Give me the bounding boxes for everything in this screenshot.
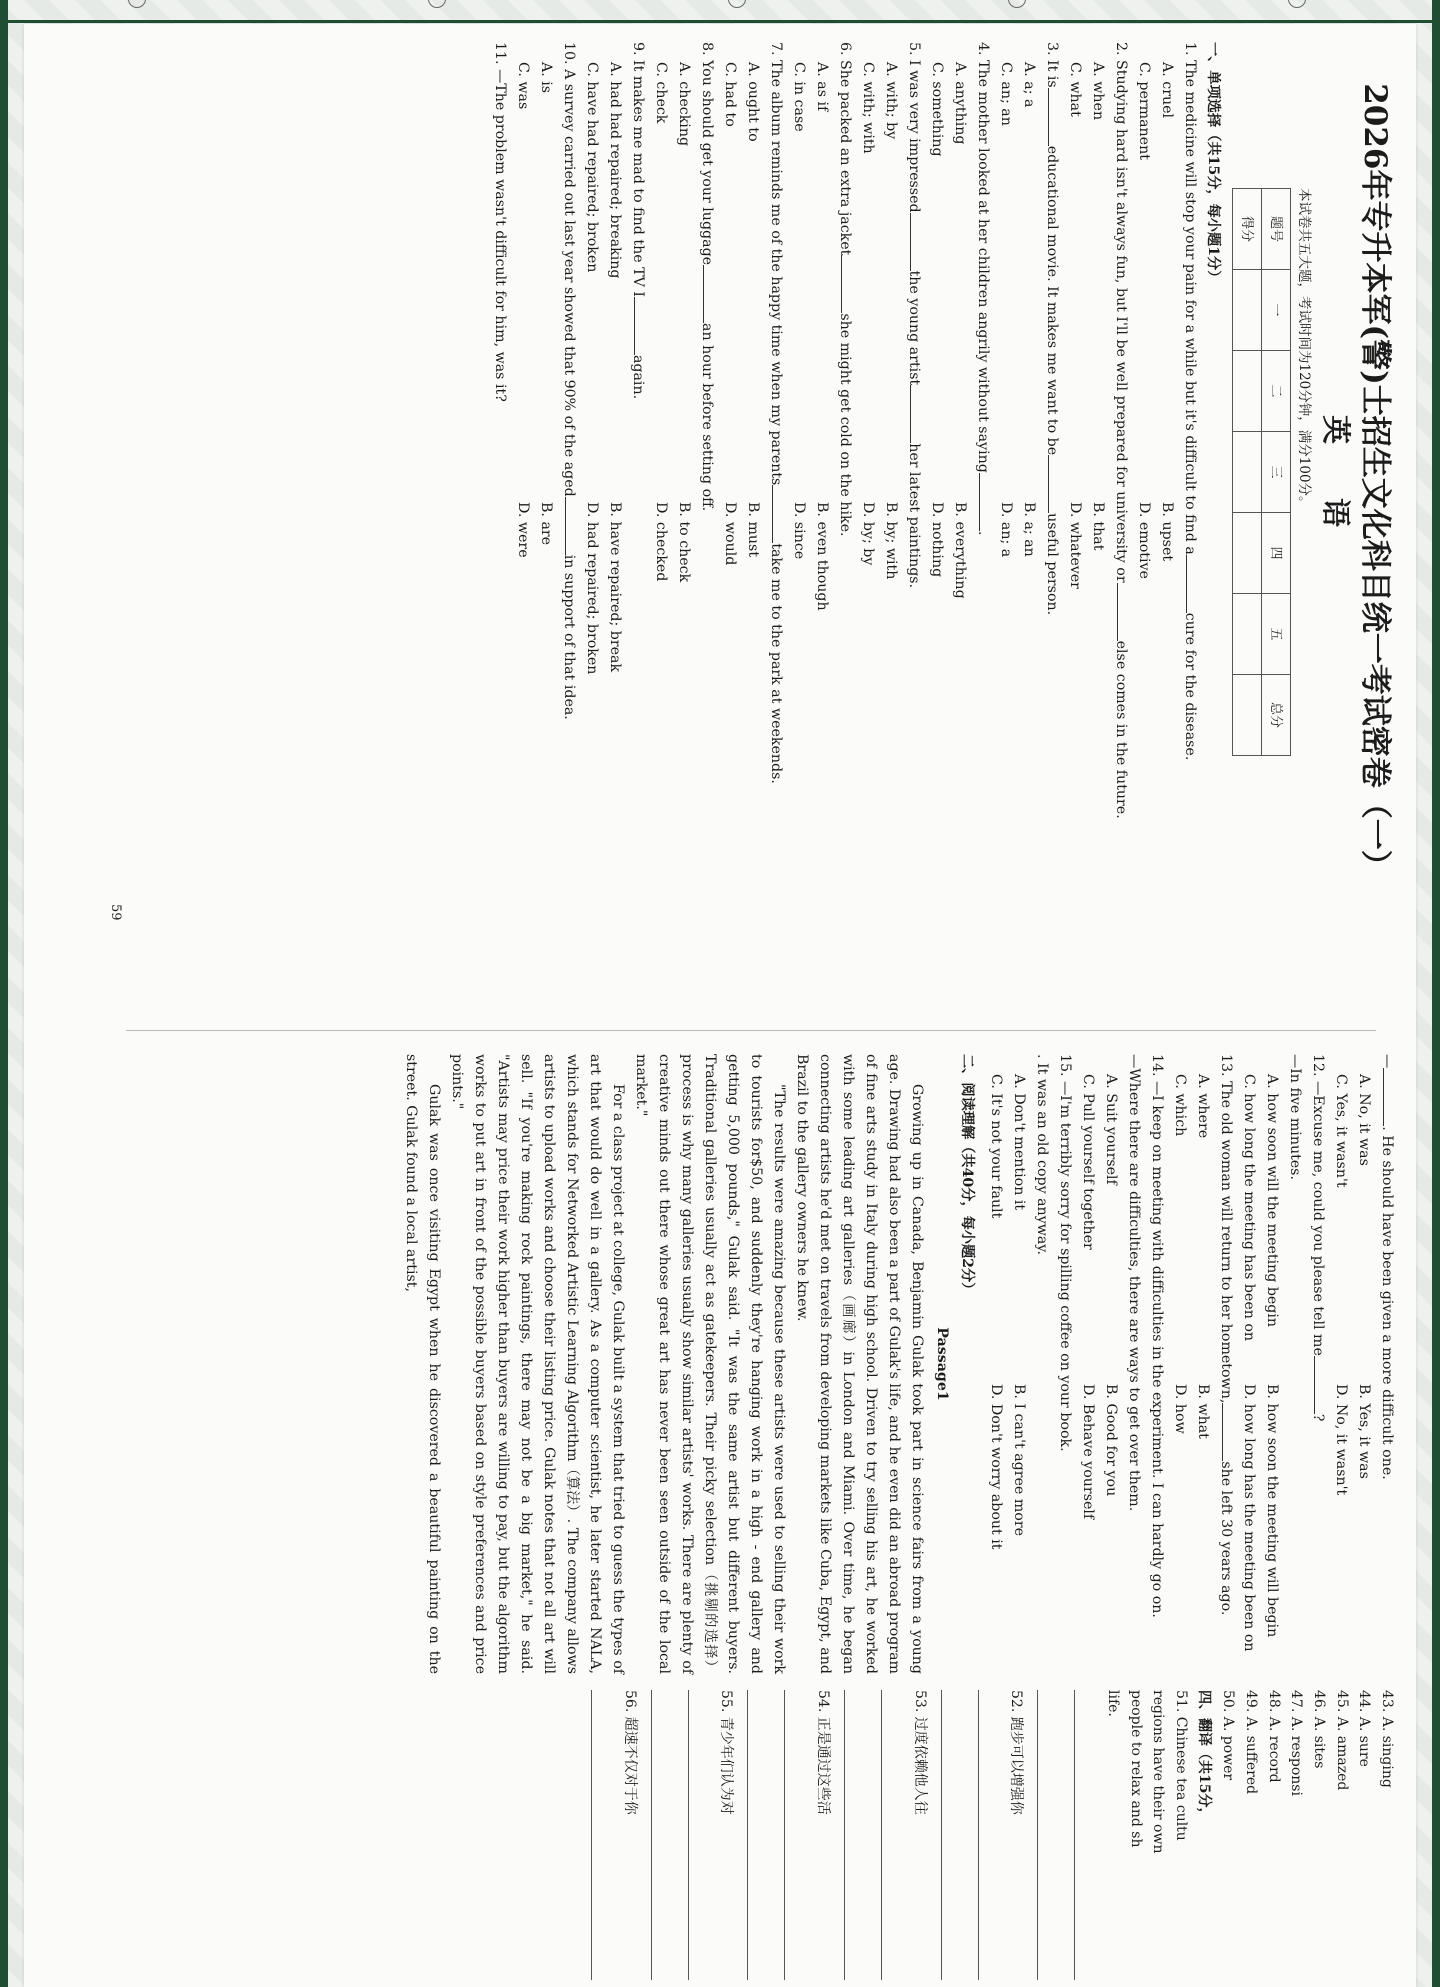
question-stem: 8. You should get your luggagean hour before setting off. bbox=[698, 42, 715, 512]
answer-option[interactable]: C. an; an bbox=[997, 62, 1014, 126]
answer-option[interactable]: D. Behave yourself bbox=[1080, 1384, 1096, 1520]
option-row bbox=[1352, 1054, 1375, 1674]
option-row bbox=[511, 42, 534, 922]
answer-line[interactable] bbox=[747, 1690, 774, 1980]
answer-blank[interactable] bbox=[1186, 555, 1199, 613]
answer-option[interactable]: B. that bbox=[1089, 502, 1106, 551]
option-row bbox=[1076, 1054, 1099, 1674]
page-number: 59 bbox=[108, 904, 123, 921]
question-stem: 15. —I'm terribly sorry for spilling coffee on your book. bbox=[1057, 1054, 1073, 1452]
answer-line[interactable] bbox=[784, 1690, 811, 1980]
answer-option[interactable]: A. where bbox=[1195, 1074, 1211, 1139]
section1-questions bbox=[488, 42, 1201, 922]
answer-option[interactable]: D. how long has the meeting been on bbox=[1241, 1384, 1257, 1652]
answer-blank[interactable] bbox=[1048, 88, 1061, 146]
answer-option[interactable]: D. since bbox=[790, 502, 807, 560]
answer-line[interactable] bbox=[688, 1690, 715, 1980]
option-row bbox=[1007, 1054, 1030, 1674]
option-row bbox=[879, 42, 902, 922]
answer-option: 46. A. sites bbox=[1310, 1690, 1327, 1769]
answer-line[interactable] bbox=[978, 1690, 1005, 1980]
option-row bbox=[534, 42, 557, 922]
answer-option[interactable]: A. when bbox=[1089, 62, 1106, 121]
answer-option[interactable]: A. is bbox=[537, 62, 554, 94]
question-51-line2: regions have their own bbox=[1150, 1690, 1167, 1854]
question-item bbox=[1237, 1054, 1329, 1674]
option-row bbox=[1260, 1054, 1283, 1674]
answer-option[interactable]: C. what bbox=[1066, 62, 1083, 117]
question-52: 52. 跑步可以增强你 bbox=[1008, 1690, 1025, 1815]
answer-option[interactable]: C. Yes, it wasn't bbox=[1333, 1074, 1349, 1188]
answer-blank[interactable] bbox=[979, 473, 992, 531]
option-row bbox=[718, 42, 741, 922]
answer-blank[interactable] bbox=[634, 297, 647, 355]
answer-option[interactable]: A. with; by bbox=[882, 62, 899, 140]
option-row bbox=[984, 1054, 1007, 1674]
answer-option[interactable]: C. It's not your fault bbox=[988, 1074, 1004, 1219]
answer-option[interactable]: A. anything bbox=[951, 62, 968, 145]
option-row bbox=[787, 42, 810, 922]
answer-option[interactable]: D. No, it wasn't bbox=[1333, 1384, 1349, 1496]
answer-option: 43. A. singing bbox=[1379, 1690, 1395, 1788]
answer-option[interactable]: A. No, it was bbox=[1356, 1074, 1372, 1166]
right-border-band bbox=[1432, 0, 1440, 1987]
question-item bbox=[649, 42, 718, 922]
answer-blank[interactable] bbox=[1383, 1068, 1396, 1126]
question-item bbox=[1329, 1054, 1398, 1674]
question-53: 53. 过度依赖他人往 bbox=[911, 1690, 928, 1815]
option-row bbox=[1329, 1054, 1352, 1674]
section4-heading: 四、翻译（共15分， bbox=[1195, 1690, 1212, 1822]
option-row bbox=[1099, 1054, 1122, 1674]
answer-option[interactable]: C. Pull yourself together bbox=[1080, 1074, 1096, 1250]
answer-option: 45. A. amazed bbox=[1333, 1690, 1350, 1791]
answer-option[interactable]: A. cruel bbox=[1158, 62, 1175, 119]
rotated-spread bbox=[24, 24, 1416, 1987]
answer-blank[interactable] bbox=[1314, 1356, 1327, 1414]
answer-blank[interactable] bbox=[565, 497, 578, 555]
answer-option[interactable]: A. a; a bbox=[1020, 62, 1037, 108]
question-item bbox=[511, 42, 580, 922]
answer-blank[interactable] bbox=[1117, 583, 1130, 641]
answer-blank[interactable] bbox=[772, 485, 785, 543]
option-row bbox=[580, 42, 603, 922]
passage-paragraph: For a class project at college, Gulak built a system that tried to guess the types of art that would do well in a gallery. As a computer scientist, he later started NALA, which stands for Networked Artistic Learning Algorithm（算法）. The company allows artists to upload works and choose their listing price. Gulak notes that not all art will sell. "If you're making rock paintings, there may not be a big market," he said. "Artists may price their work higher than buyers are willing to pay, but the algorithm works to put art in front of the possible buyers based on style preferences and price points." bbox=[449, 1054, 626, 1674]
question-stem: 14. —I keep on meeting with difficulties in the experiment. I can hardly go on. bbox=[1149, 1054, 1165, 1618]
option-row bbox=[856, 42, 879, 922]
answer-option: 44. A. sure bbox=[1356, 1690, 1373, 1767]
answer-option[interactable]: D. nothing bbox=[928, 502, 945, 578]
passage-paragraph: "The results were amazing because these artists were used to selling their work to tourists for$50, and suddenly they're hanging work in a high - end gallery and getting 5,000 pounds," Gulak said. "It was the same artist but different buyers. Traditional galleries usually act as gatekeepers. Their picky selection（挑剔的选择）process is why many galleries usually show similar artists' works. There are plenty of creative minds out there whose great art has never been seen outside of the local market." bbox=[633, 1054, 787, 1674]
answer-option[interactable]: B. everything bbox=[951, 502, 968, 599]
answer-option[interactable]: B. by; with bbox=[882, 502, 899, 580]
answer-option: 50. A. power bbox=[1220, 1690, 1237, 1781]
answer-option[interactable]: A. Don't mention it bbox=[1011, 1074, 1027, 1211]
question-item bbox=[856, 42, 925, 922]
exam-paper bbox=[24, 24, 1416, 1987]
answer-option: 48. A. record bbox=[1265, 1690, 1282, 1783]
option-row bbox=[741, 42, 764, 922]
answer-option[interactable]: D. how bbox=[1172, 1384, 1188, 1434]
right-questions bbox=[984, 1054, 1398, 1674]
question-item bbox=[580, 42, 649, 922]
option-row bbox=[925, 42, 948, 922]
question-stem: 13. The old woman will return to her hometown,she left 30 years ago. bbox=[1218, 1054, 1234, 1616]
section2-heading: 二、阅读理解（共40分，每小题2分） bbox=[959, 1054, 975, 1297]
top-border-rule bbox=[8, 20, 1432, 23]
answer-option: 47. A. responsi bbox=[1288, 1690, 1305, 1796]
answer-line[interactable] bbox=[591, 1690, 618, 1980]
option-row bbox=[1237, 1054, 1260, 1674]
option-row bbox=[1191, 1054, 1214, 1674]
answer-option[interactable]: C. check bbox=[652, 62, 669, 124]
answer-option[interactable]: D. had repaired; broken bbox=[583, 502, 600, 675]
question-reply: . It was an old copy anyway. bbox=[1034, 1054, 1050, 1255]
answer-option[interactable]: C. something bbox=[928, 62, 945, 157]
answer-option[interactable]: C. had to bbox=[721, 62, 738, 127]
question-item bbox=[718, 42, 787, 922]
question-item bbox=[1076, 1054, 1168, 1674]
answer-option[interactable]: D. an; a bbox=[997, 502, 1014, 558]
left-page bbox=[488, 42, 1398, 922]
answer-option: 49. A. suffered bbox=[1242, 1690, 1259, 1795]
question-item bbox=[994, 42, 1063, 922]
answer-option[interactable]: B. have repaired; break bbox=[606, 502, 623, 673]
question-reply: —In five minutes. bbox=[1287, 1054, 1303, 1180]
option-row bbox=[1063, 42, 1086, 922]
answer-option[interactable]: C. was bbox=[514, 62, 531, 110]
answer-option[interactable]: B. must bbox=[744, 502, 761, 558]
exam-note: 本试卷共五大题，考试时间为120分钟，满分100分。 bbox=[1296, 188, 1313, 510]
answer-option[interactable]: A. ought to bbox=[744, 62, 761, 142]
answer-option[interactable]: B. to check bbox=[675, 502, 692, 583]
answer-option[interactable]: A. Suit yourself bbox=[1103, 1074, 1119, 1185]
answer-option[interactable]: C. have had repaired; broken bbox=[583, 62, 600, 273]
answer-option[interactable]: C. permanent bbox=[1135, 62, 1152, 160]
answer-option[interactable]: B. even though bbox=[813, 502, 830, 611]
answer-option[interactable]: D. checked bbox=[652, 502, 669, 582]
answer-option[interactable]: D. Don't worry about it bbox=[988, 1384, 1004, 1550]
answer-blank[interactable] bbox=[1222, 1403, 1235, 1461]
option-row bbox=[672, 42, 695, 922]
right-main-column bbox=[399, 1054, 1398, 1674]
answer-option[interactable]: B. a; an bbox=[1020, 502, 1037, 557]
answer-option[interactable]: C. in case bbox=[790, 62, 807, 132]
answer-option[interactable]: B. upset bbox=[1158, 502, 1175, 562]
answer-option[interactable]: B. I can't agree more bbox=[1011, 1384, 1027, 1537]
answer-option[interactable]: B. Yes, it was bbox=[1356, 1384, 1372, 1479]
question-stem: 2. Studying hard isn't always fun, but I'll be well prepared for university orelse comes in the future. bbox=[1112, 42, 1129, 819]
left-border-band bbox=[0, 0, 8, 1987]
answer-line[interactable] bbox=[844, 1690, 871, 1980]
answer-option[interactable]: C. which bbox=[1172, 1074, 1188, 1137]
question-item bbox=[1132, 42, 1201, 922]
answer-blank[interactable] bbox=[910, 213, 923, 271]
answer-blank[interactable] bbox=[1048, 455, 1061, 513]
score-table-score-row: 得分 bbox=[1232, 189, 1261, 756]
answer-option[interactable]: D. were bbox=[514, 502, 531, 558]
answer-option[interactable]: A. how soon will the meeting begin bbox=[1264, 1074, 1280, 1328]
option-row bbox=[649, 42, 672, 922]
question-56: 56. 超速不仅对于你 bbox=[621, 1690, 638, 1815]
answer-option[interactable]: D. whatever bbox=[1066, 502, 1083, 589]
option-row bbox=[1086, 42, 1109, 922]
question-stem: 7. The album reminds me of the happy time when my parentstake me to the park at weekends. bbox=[767, 42, 784, 784]
passage-paragraph: Growing up in Canada, Benjamin Gulak took part in science fairs from a young age. Drawing had also been a part of Gulak's life, and he even did an abroad program of fine arts study in Italy during high school. Driven to try selling his art, he worked with some leading art galleries（画廊）in London and Miami. Over time, he began connecting artists he'd met on travels from developing markets like Cuba, Egypt, and Brazil to the gallery owners he knew. bbox=[794, 1054, 925, 1674]
passage-title: Passage1 bbox=[934, 1327, 950, 1401]
answer-line[interactable] bbox=[1074, 1690, 1101, 1980]
answer-option[interactable]: B. what bbox=[1195, 1384, 1211, 1439]
subject-title: 英 语 bbox=[1319, 414, 1354, 550]
question-51: 51. Chinese tea cultu bbox=[1172, 1690, 1189, 1841]
question-51-line3: people to relax and sh bbox=[1127, 1690, 1144, 1848]
question-stem: 1. The medicine will stop your pain for a while but it's difficult to find acure for the disease. bbox=[1181, 42, 1198, 761]
option-row bbox=[1132, 42, 1155, 922]
answer-line[interactable] bbox=[941, 1690, 968, 1980]
answer-line[interactable] bbox=[1037, 1690, 1064, 1980]
score-table bbox=[1232, 188, 1291, 756]
answer-blank[interactable] bbox=[841, 255, 854, 313]
score-table-header-row: 题号 一 二 三 四 五 总分 bbox=[1261, 189, 1290, 756]
question-item bbox=[1063, 42, 1132, 922]
answer-option[interactable]: C. with; with bbox=[859, 62, 876, 154]
question-item bbox=[787, 42, 856, 922]
question-item bbox=[1168, 1054, 1237, 1674]
option-row bbox=[1168, 1054, 1191, 1674]
question-item bbox=[984, 1054, 1076, 1674]
answer-option[interactable]: A. had had repaired; breaking bbox=[606, 62, 623, 279]
answer-option[interactable]: B. are bbox=[537, 502, 554, 546]
answer-option[interactable]: C. how long the meeting has been on bbox=[1241, 1074, 1257, 1342]
question-reply: —Where there are difficulties, there are ways to get over them. bbox=[1126, 1054, 1142, 1512]
binding-holes bbox=[8, 0, 1432, 14]
answer-option[interactable]: A. checking bbox=[675, 62, 692, 147]
question-stem: 4. The mother looked at her children angrily without saying. bbox=[974, 42, 991, 536]
answer-option[interactable]: A. as if bbox=[813, 62, 830, 112]
option-row bbox=[810, 42, 833, 922]
section1-heading: 一、单项选择（共15分，每小题1分） bbox=[1204, 42, 1221, 285]
cut-off-side-column bbox=[581, 1690, 1398, 1980]
page-title: 2026年专升本军(警)士招生文化科目统一考试密卷（一） bbox=[1357, 83, 1393, 881]
option-row bbox=[948, 42, 971, 922]
answer-option[interactable]: D. would bbox=[721, 502, 738, 566]
question-stem: 9. It makes me mad to find the TV Iagain. bbox=[629, 42, 646, 400]
question-stem: 5. I was very impressedthe young artisther latest paintings. bbox=[905, 42, 922, 589]
answer-line[interactable] bbox=[651, 1690, 678, 1980]
question-stem: 10. A survey carried out last year showed that 90% of the agedin support of that idea. bbox=[560, 42, 577, 720]
answer-option[interactable]: D. by; by bbox=[859, 502, 876, 566]
question-stem: 12. —Excuse me, could you please tell me? bbox=[1310, 1054, 1326, 1422]
question-55: 55. 青少年们认为对 bbox=[718, 1690, 735, 1815]
option-row bbox=[1017, 42, 1040, 922]
question-stem: 3. It iseducational movie. It makes me want to beuseful person. bbox=[1043, 42, 1060, 616]
question-stem: 11. —The problem wasn't difficult for him, was it? bbox=[491, 42, 508, 402]
question-stem: —. He should have been given a more difficult one. bbox=[1379, 1054, 1395, 1480]
answer-option[interactable]: B. Good for you bbox=[1103, 1384, 1119, 1497]
answer-blank[interactable] bbox=[910, 385, 923, 443]
answer-option[interactable]: B. how soon the meeting will begin bbox=[1264, 1384, 1280, 1638]
option-row bbox=[994, 42, 1017, 922]
answer-blank[interactable] bbox=[703, 265, 716, 323]
answer-option[interactable]: D. emotive bbox=[1135, 502, 1152, 579]
passage-paragraph: Gulak was once visiting Egypt when he discovered a beautiful painting on the street. Gulak found a local artist, bbox=[403, 1054, 442, 1674]
option-row bbox=[1155, 42, 1178, 922]
question-54: 54. 正是通过这些活 bbox=[814, 1690, 831, 1815]
center-fold-line bbox=[126, 1030, 1376, 1031]
question-51-line4: life. bbox=[1104, 1690, 1121, 1717]
question-item bbox=[925, 42, 994, 922]
option-row bbox=[603, 42, 626, 922]
question-item bbox=[488, 42, 511, 922]
answer-line[interactable] bbox=[881, 1690, 908, 1980]
question-stem: 6. She packed an extra jacketshe might get cold on the hike. bbox=[836, 42, 853, 537]
